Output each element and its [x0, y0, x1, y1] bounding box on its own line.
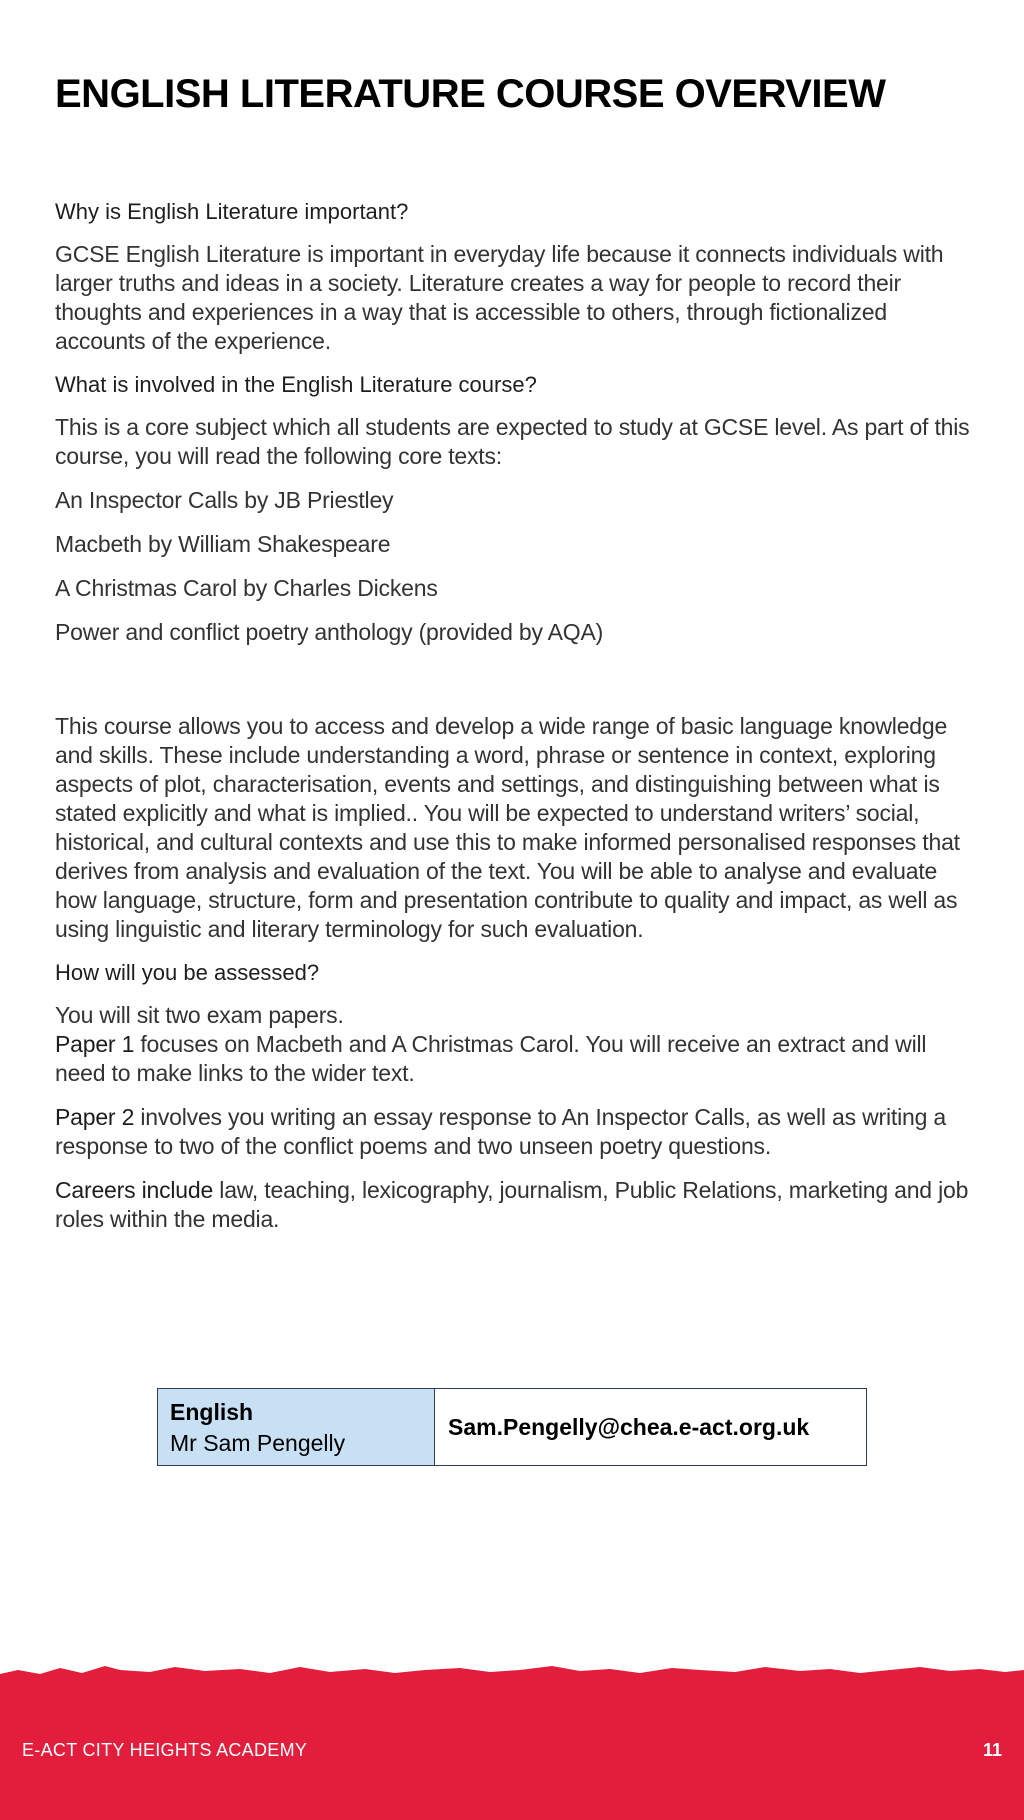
contact-table — [157, 1388, 867, 1466]
involved-heading: What is involved in the English Literature course? — [55, 372, 537, 397]
core-text-item: An Inspector Calls by JB Priestley — [55, 487, 394, 513]
contact-email[interactable]: Sam.Pengelly@chea.e-act.org.uk — [448, 1413, 810, 1440]
why-heading: Why is English Literature important? — [55, 199, 409, 224]
footer-school-name: E-ACT CITY HEIGHTS ACADEMY — [22, 1740, 308, 1760]
core-text-item: A Christmas Carol by Charles Dickens — [55, 575, 438, 601]
why-paragraph: GCSE English Literature is important in everyday life because it connects individuals with larger truths and ideas in a society. Literature creates a way for people to record their thoughts and experiences in a way that is accessible to others, through fictionalized accounts of the experience. — [55, 241, 944, 354]
assessment-paragraph — [55, 1001, 975, 1088]
core-text-item: Macbeth by William Shakespeare — [55, 531, 391, 557]
careers-text: law, teaching, lexicography, journalism, Public Relations, marketing and job roles within the media. — [55, 1177, 969, 1232]
assessed-heading: How will you be assessed? — [55, 960, 320, 985]
core-text-item: Power and conflict poetry anthology (provided by AQA) — [55, 619, 604, 645]
contact-email-cell — [435, 1389, 866, 1465]
contact-teacher: Mr Sam Pengelly — [170, 1430, 346, 1456]
careers-label: Careers include — [55, 1177, 214, 1203]
paper1-label: Paper 1 — [55, 1031, 135, 1057]
page-title: ENGLISH LITERATURE COURSE OVERVIEW — [55, 72, 886, 116]
contact-subject: English — [170, 1399, 254, 1425]
careers-paragraph — [55, 1176, 975, 1234]
paper2-text: involves you writing an essay response to An Inspector Calls, as well as writing a response to two of the conflict poems and two unseen poetry questions. — [55, 1104, 946, 1159]
paper1-text: focuses on Macbeth and A Christmas Carol. You will receive an extract and will need to make links to the wider text. — [55, 1031, 927, 1086]
paper2-paragraph — [55, 1103, 975, 1161]
footer-page-number: 11 — [982, 1740, 1002, 1760]
involved-paragraph: This is a core subject which all students are expected to study at GCSE level. As part of this course, you will read the following core texts: — [55, 414, 970, 469]
skills-paragraph: This course allows you to access and develop a wide range of basic language knowledge and skills. These include understanding a word, phrase or sentence in context, exploring aspects of plot, characterisation, events and settings, and distinguishing between what is stated explicitly and what is implied.. You will be expected to understand writers’ social, historical, and cultural contexts and use this to make informed personalised responses that derives from analysis and evaluation of the text. You will be able to analyse and evaluate how language, structure, form and presentation contribute to quality and impact, as well as using linguistic and literary terminology for such evaluation. — [55, 713, 960, 942]
assessment-intro: You will sit two exam papers. — [55, 1002, 344, 1028]
paper2-label: Paper 2 — [55, 1104, 135, 1130]
contact-subject-cell — [158, 1389, 435, 1465]
main-content — [55, 198, 975, 1249]
spacer — [55, 662, 975, 712]
